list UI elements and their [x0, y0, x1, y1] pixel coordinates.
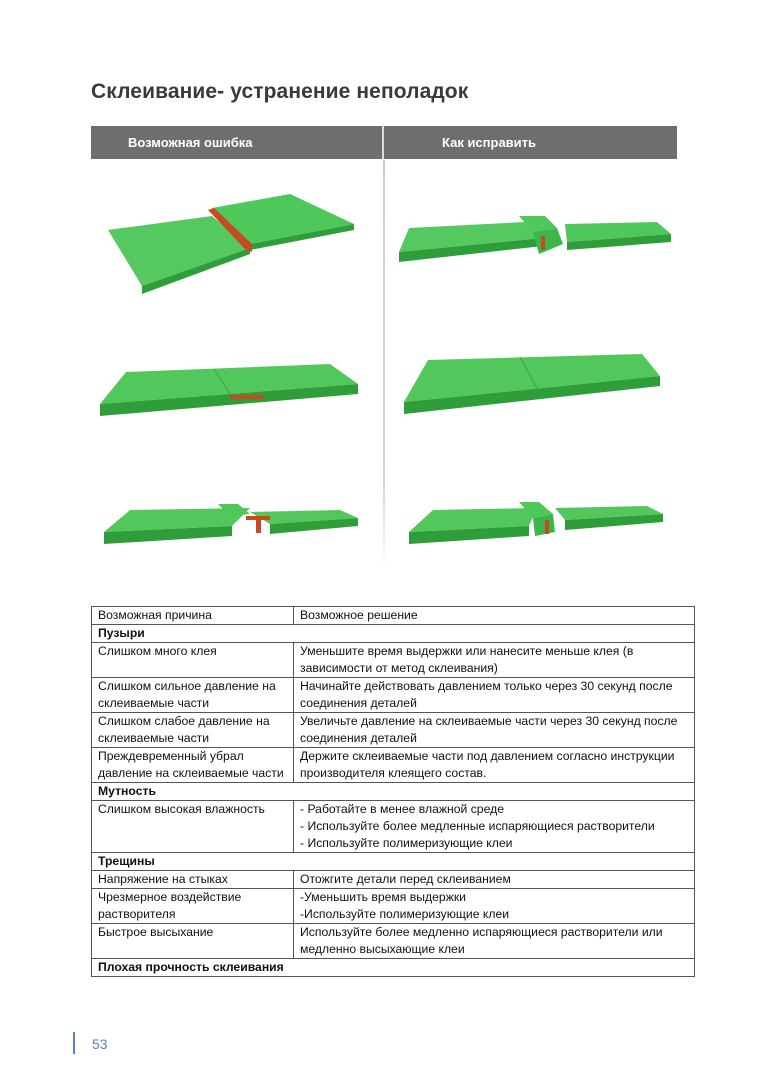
solution-line: Уменьшите время выдержки или нанесите меньше клея (в зависимости от метод склеивания) [300, 644, 634, 675]
table-header-row [92, 607, 695, 625]
cause-cell: Быстрое высыхание [92, 924, 294, 959]
illustration-t-joint-seam [100, 500, 362, 550]
solution-cell [294, 924, 695, 959]
table-row [92, 713, 695, 748]
glue-stem [256, 518, 261, 533]
solution-line: Держите склеиваемые части под давлением согласно инструкции производителя клеящего состав. [300, 749, 675, 780]
illustration-flat-joint-fixed [400, 352, 664, 422]
cause-cell: Преждевременный убрал давление на склеиваемые части [92, 748, 294, 783]
section-row [92, 959, 695, 977]
column-header-cause: Возможная причина [92, 607, 294, 625]
solution-cell [294, 889, 695, 924]
table-row [92, 748, 695, 783]
joint-block-front [533, 228, 563, 254]
solution-line: Отожгите детали перед склеиванием [300, 872, 511, 886]
solution-cell [294, 748, 695, 783]
solution-line: -Уменьшить время выдержки [300, 890, 466, 904]
section-title: Мутность [92, 783, 695, 801]
table-row [92, 678, 695, 713]
illustration-t-joint-fixed [405, 498, 665, 550]
illustration-offset-joint-fixed [395, 210, 673, 266]
table-row [92, 643, 695, 678]
glue-line [230, 395, 264, 399]
table-row [92, 889, 695, 924]
cause-cell: Слишком сильное давление на склеиваемые части [92, 678, 294, 713]
glue-stem [545, 520, 549, 534]
section-row [92, 625, 695, 643]
section-title: Плохая прочность склеивания [92, 959, 695, 977]
cause-cell: Слишком высокая влажность [92, 801, 294, 853]
solution-cell [294, 871, 695, 889]
solution-line: - Работайте в менее влажной среде [300, 802, 504, 816]
solution-line: Начинайте действовать давлением только через 30 секунд после соединения деталей [300, 679, 673, 710]
solution-cell [294, 678, 695, 713]
table-row [92, 924, 695, 959]
solution-line: -Используйте полимеризующие клеи [300, 907, 510, 921]
page-title: Склеивание- устранение неполадок [91, 80, 469, 103]
cause-cell: Чрезмерное воздействие растворителя [92, 889, 294, 924]
page-number-marker [73, 1032, 75, 1054]
column-divider [383, 160, 385, 572]
troubleshooting-table [91, 606, 695, 977]
solution-cell [294, 713, 695, 748]
section-row [92, 853, 695, 871]
glue-joint [541, 236, 545, 250]
table-row [92, 801, 695, 853]
illustration-flat-joint-line [96, 362, 362, 422]
solution-cell [294, 643, 695, 678]
header-possible-error: Возможная ошибка [128, 135, 253, 150]
illustration-offset-joint-gap [100, 188, 362, 294]
solution-line: - Используйте полимеризующие клеи [300, 836, 513, 850]
header-how-to-fix: Как исправить [442, 135, 537, 150]
column-header-solution: Возможное решение [294, 607, 695, 625]
cause-cell: Слишком много клея [92, 643, 294, 678]
solution-cell [294, 801, 695, 853]
page-number: 53 [92, 1036, 108, 1052]
section-row [92, 783, 695, 801]
header-separator [382, 126, 384, 159]
cause-cell: Напряжение на стыках [92, 871, 294, 889]
table-row [92, 871, 695, 889]
solution-line: Используйте более медленно испаряющиеся растворители или медленно высыхающие клеи [300, 925, 663, 956]
section-title: Трещины [92, 853, 695, 871]
comparison-header [91, 126, 677, 159]
solution-line: - Используйте более медленные испаряющиеся растворители [300, 819, 655, 833]
section-title: Пузыри [92, 625, 695, 643]
solution-line: Увеличьте давление на склеиваемые части через 30 секунд после соединения деталей [300, 714, 678, 745]
cause-cell: Слишком слабое давление на склеиваемые части [92, 713, 294, 748]
